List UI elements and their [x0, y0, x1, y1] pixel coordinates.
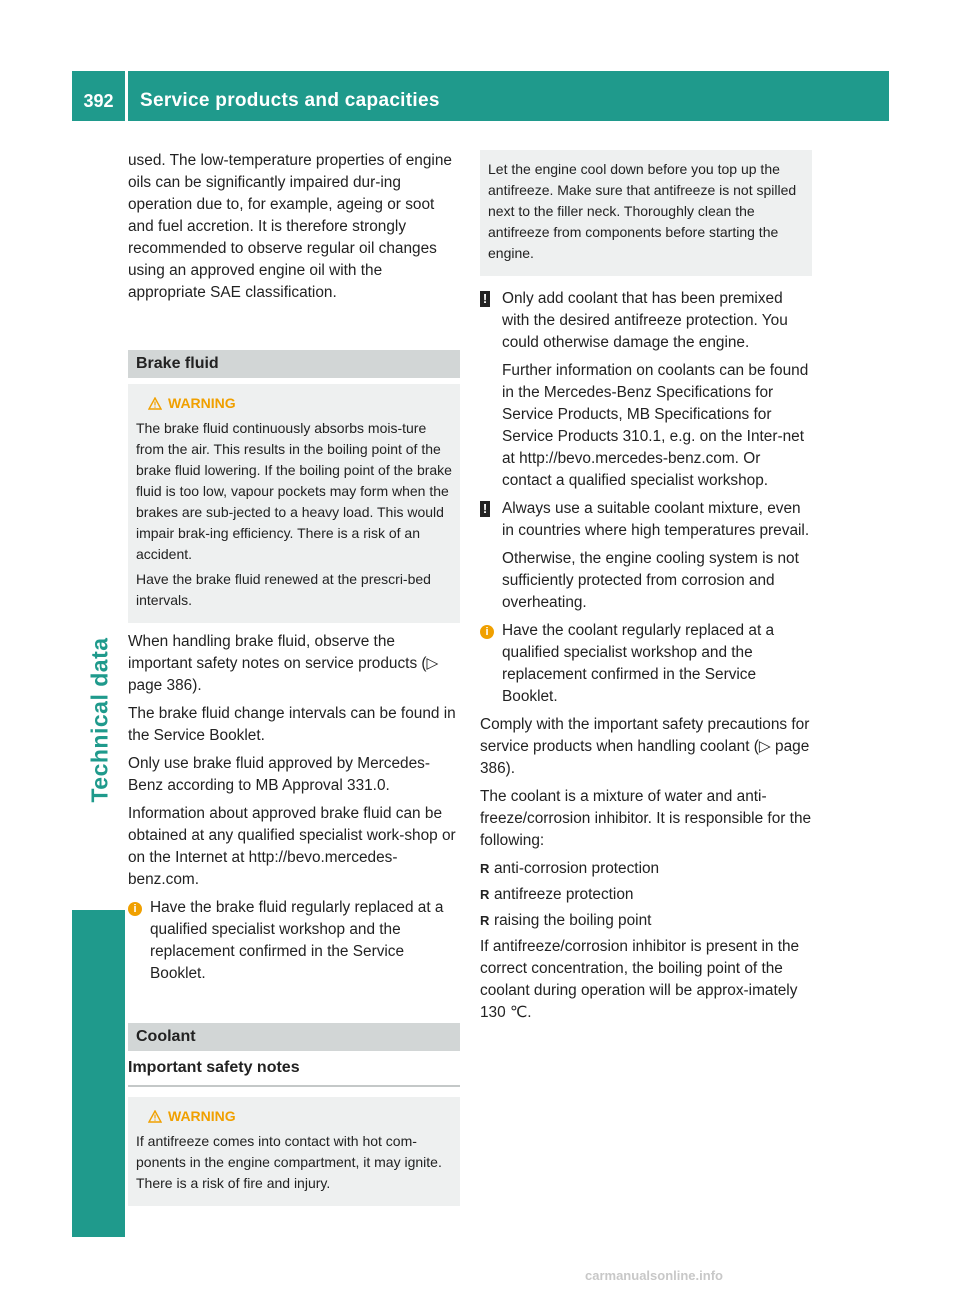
info-icon: i — [480, 625, 494, 639]
section-title: Service products and capacities — [140, 90, 440, 111]
info-text: Have the coolant regularly replaced at a qualified specialist workshop and the replacement confirmed in the Service Booklet. — [502, 622, 775, 705]
right-column — [480, 150, 812, 1030]
warning-text: If antifreeze comes into contact with hot com-ponents in the engine compartment, it may ignite. There is a risk of fire and injury. — [136, 1133, 442, 1191]
page-header — [72, 71, 889, 121]
body-paragraph: Information about approved brake fluid can be obtained at any qualified specialist work-shop or on the Internet at http://bevo.mercedes-benz.com. — [128, 805, 456, 888]
sidebar-tab — [72, 910, 125, 1237]
left-column — [128, 150, 460, 1206]
body-paragraph: If antifreeze/corrosion inhibitor is present in the correct concentration, the boiling point of the coolant during operation will be approx-imately 130 ℃. — [480, 938, 800, 1021]
notice-text: Otherwise, the engine cooling system is not sufficiently protected from corrosion and overheating. — [502, 550, 799, 611]
list-item: R raising the boiling point — [480, 912, 652, 929]
info-text: Have the brake fluid regularly replaced at a qualified specialist workshop and the replacement confirmed in the Service Booklet. — [150, 899, 444, 982]
header-divider — [125, 71, 128, 121]
coolant-heading: Coolant — [128, 1023, 460, 1051]
warning-title: WARNING — [136, 1106, 452, 1127]
safety-notes-heading: Important safety notes — [128, 1051, 460, 1087]
warning-triangle-icon — [148, 1110, 162, 1123]
notice-damage — [480, 498, 812, 620]
body-paragraph: When handling brake fluid, observe the important safety notes on service products (▷ page 386). — [128, 633, 439, 694]
notice-text: Always use a suitable coolant mixture, even in countries where high temperatures prevail. — [502, 500, 810, 539]
sidebar-label: Technical data — [86, 637, 113, 803]
list-item: R antifreeze protection — [480, 886, 634, 903]
exclamation-icon: ! — [480, 501, 490, 517]
info-icon: i — [128, 902, 142, 916]
warning-text: The brake fluid continuously absorbs mois-ture from the air. This results in the boiling point of the brake fluid lowering. If the boiling point of the brake fluid is too low, vapour pockets may form when the brakes are sub-jected to a heavy load. This would impair brak-ing efficiency. There is a risk of an accident. — [136, 420, 452, 562]
body-paragraph: Comply with the important safety precautions for service products when handling coolant (▷ page 386). — [480, 716, 810, 777]
notice-text: Further information on coolants can be found in the Mercedes-Benz Specifications for Service Products, MB Specifications for Service Products 310.1, e.g. on the Inter-net at http://bevo.mercedes-benz.com. Or contact a qualified specialist workshop. — [502, 362, 809, 489]
warning-triangle-icon — [148, 397, 162, 410]
warning-box-coolant — [128, 1097, 460, 1206]
notice-damage — [480, 288, 812, 498]
list-item: R anti-corrosion protection — [480, 860, 660, 877]
warning-box-continued — [480, 150, 812, 276]
warning-text: Have the brake fluid renewed at the prescri-bed intervals. — [136, 571, 431, 608]
info-note — [128, 897, 460, 985]
body-paragraph: The brake fluid change intervals can be found in the Service Booklet. — [128, 705, 456, 744]
notice-text: Only add coolant that has been premixed with the desired antifreeze protection. You could otherwise damage the engine. — [502, 290, 788, 351]
body-paragraph: The coolant is a mixture of water and anti-freeze/corrosion inhibitor. It is responsible for the following: — [480, 788, 812, 849]
warning-text: Let the engine cool down before you top up the antifreeze. Make sure that antifreeze is not spilled next to the filler neck. Thoroughly clean the antifreeze from components before starting the engine. — [488, 161, 797, 261]
body-paragraph: Only use brake fluid approved by Mercedes-Benz according to MB Approval 331.0. — [128, 755, 430, 794]
watermark: carmanualsonline.info — [585, 1268, 723, 1283]
page-number: 392 — [83, 91, 114, 111]
warning-box-brake — [128, 384, 460, 623]
exclamation-icon: ! — [480, 291, 490, 307]
intro-paragraph: used. The low-temperature properties of engine oils can be significantly impaired dur-ing operation due to, for example, ageing or soot and fuel accretion. It is therefore strongly recommended to observe regular oil changes using an approved engine oil with the appropriate SAE classification. — [128, 152, 452, 301]
info-note — [480, 620, 812, 714]
warning-title: WARNING — [136, 393, 452, 414]
brake-fluid-heading: Brake fluid — [128, 350, 460, 378]
